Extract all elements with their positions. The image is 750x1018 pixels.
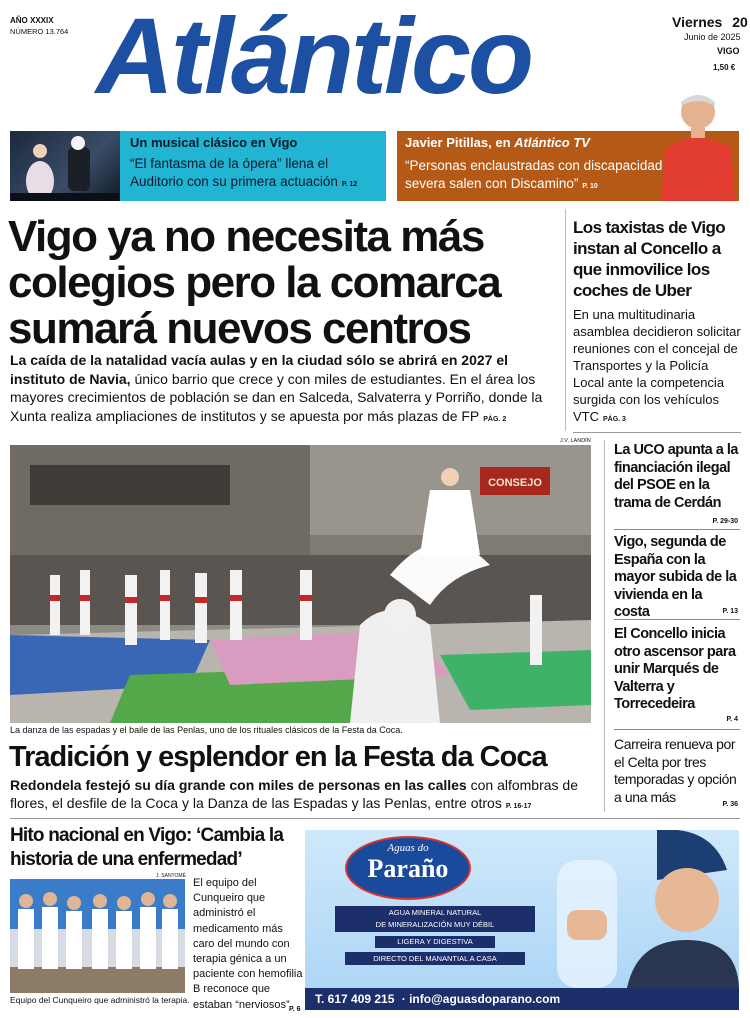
ad-email: · info@aguasdoparano.com [401,992,561,1006]
teaser-tv-kicker [405,135,590,150]
photo-caption: La danza de las espadas y el baile de las Penlas, uno de los rituales clásicos de la Festa da Coca. [10,725,403,735]
hito-credit: J. SANTOMÉ [156,873,186,879]
price: 1,50 € [713,63,736,72]
ad-line3: LIGERA Y DIGESTIVA [375,936,495,948]
issue-weekday: Viernes [672,14,723,30]
edition-city: VIGO [717,46,740,56]
hito-body: El equipo del Cunqueiro que administró el medicamento más caro del mundo con terapia génica a un paciente con hemofilia B reconoce que estaban “nerviosos” [193,877,303,1011]
teaser-tv-portrait [657,88,739,201]
brief-text: Vigo, segunda de España con la mayor subida de la vivienda en la costa [614,534,737,620]
coca-lead-text: con alfombras de flores, el desfile de la Coca y la Danza de las Espadas y las Penlas, entre otros [10,777,579,811]
teaser-musical[interactable] [10,131,386,201]
photo-credit: J.V. LANDÍN [560,438,591,444]
teaser-musical-text [130,155,380,194]
main-lead-text: único barrio que crece y con miles de estudiantes. En el área los mayores crecimientos de población se dan en Salceda, Salvaterra y Porriño, donde la Xunta realiza ampliaciones de institutos y se apuesta por más plazas de FP [10,370,543,424]
teaser-tv-body: “Personas enclaustradas con discapacidad severa salen con Discamino” [405,158,663,191]
teaser-tv-text [405,157,677,196]
brief-text: Carreira renueva por el Celta por tres temporadas y opción a una más [614,736,737,805]
coca-lead-bold: Redondela festejó su día grande con miles de personas en las calles [10,777,467,793]
divider [10,818,740,819]
taxi-body-text: En una multitudinaria asamblea decidieron solicitar reuniones con el concejal de Transportes y la Policía Local ante la competencia surgida con los vehículos VTC [573,307,741,424]
brief-text: La UCO apunta a la financiación ilegal del PSOE en la trama de Cerdán [614,442,738,511]
teaser-musical-body: “El fantasma de la ópera” llena el Auditorio con su primera actuación [130,156,338,189]
taxi-page: PÁG. 3 [603,416,626,423]
brief-page: P. 4 [726,716,738,723]
brief-page: P. 36 [722,801,738,808]
divider [573,432,741,433]
taxi-body [573,306,741,428]
hito-page: P. 6 [289,1006,301,1013]
ad-photo [537,830,739,988]
ad-line1: AGUA MINERAL NATURAL [388,908,482,917]
brief-page: P. 13 [722,608,738,615]
teaser-musical-kicker: Un musical clásico en Vigo [130,135,298,150]
ad-brand-top: Aguas do [387,842,429,854]
photo-banner-text: CONSEJO [488,477,542,489]
ad-brand: Paraño [367,854,449,883]
sidebar-rule [604,440,605,812]
teaser-musical-page: P. 12 [341,181,358,188]
main-page: PÁG. 2 [483,415,507,423]
main-lead [10,351,560,429]
main-lead-bold: La caída de la natalidad vacía aulas y en la ciudad sólo se abrirá en 2027 el instituto de Navia, [10,352,509,387]
taxi-headline: Los taxistas de Vigo instan al Concello a que inmovilice los coches de Uber [573,218,726,300]
column-divider [565,209,566,431]
issue-day [672,14,748,30]
festival-photo [10,445,591,723]
teaser-tv-page: P. 10 [582,183,598,190]
brief-item[interactable] [614,530,740,620]
coca-page: P. 16-17 [505,803,532,810]
brief-item[interactable] [614,730,740,810]
ad-contact [305,988,739,1010]
ad-info-box [335,906,535,932]
brief-item[interactable] [614,440,740,530]
year-label: AÑO XXXIX [10,16,54,25]
brief-page: P. 29-30 [712,518,738,525]
main-headline: Vigo ya no necesita más colegios pero la comarca sumará nuevos centros [8,212,501,353]
hito-caption: Equipo del Cunqueiro que administró la terapia. [10,995,190,1005]
teaser-tv-kicker-text: Javier Pitillas, en [405,135,515,150]
newspaper-logo: Atlántico [96,0,532,116]
brief-text: El Concello inicia otro ascensor para unir Marqués de Valterra y Torrecedeira [614,626,736,712]
sidebar-briefs [614,440,740,810]
teaser-musical-photo [10,131,120,201]
brief-item[interactable] [614,620,740,730]
ad-line4: DIRECTO DEL MANANTIAL A CASA [345,952,525,965]
coca-headline: Tradición y esplendor en la Festa da Coca [9,741,547,773]
water-advert[interactable] [305,830,739,1010]
ad-line2: DE MINERALIZACIÓN MUY DÉBIL [375,920,495,929]
teaser-tv-channel: Atlántico TV [514,135,590,150]
hito-headline: Hito nacional en Vigo: ‘Cambia la historia de una enfermedad’ [10,825,284,870]
ad-phone: T. 617 409 215 [315,992,395,1006]
coca-lead [10,776,598,816]
hito-photo [10,879,185,993]
issue-day-number: 20 [732,14,748,30]
issue-date: Junio de 2025 [684,32,741,42]
issue-number: NÚMERO 13.764 [10,27,69,36]
